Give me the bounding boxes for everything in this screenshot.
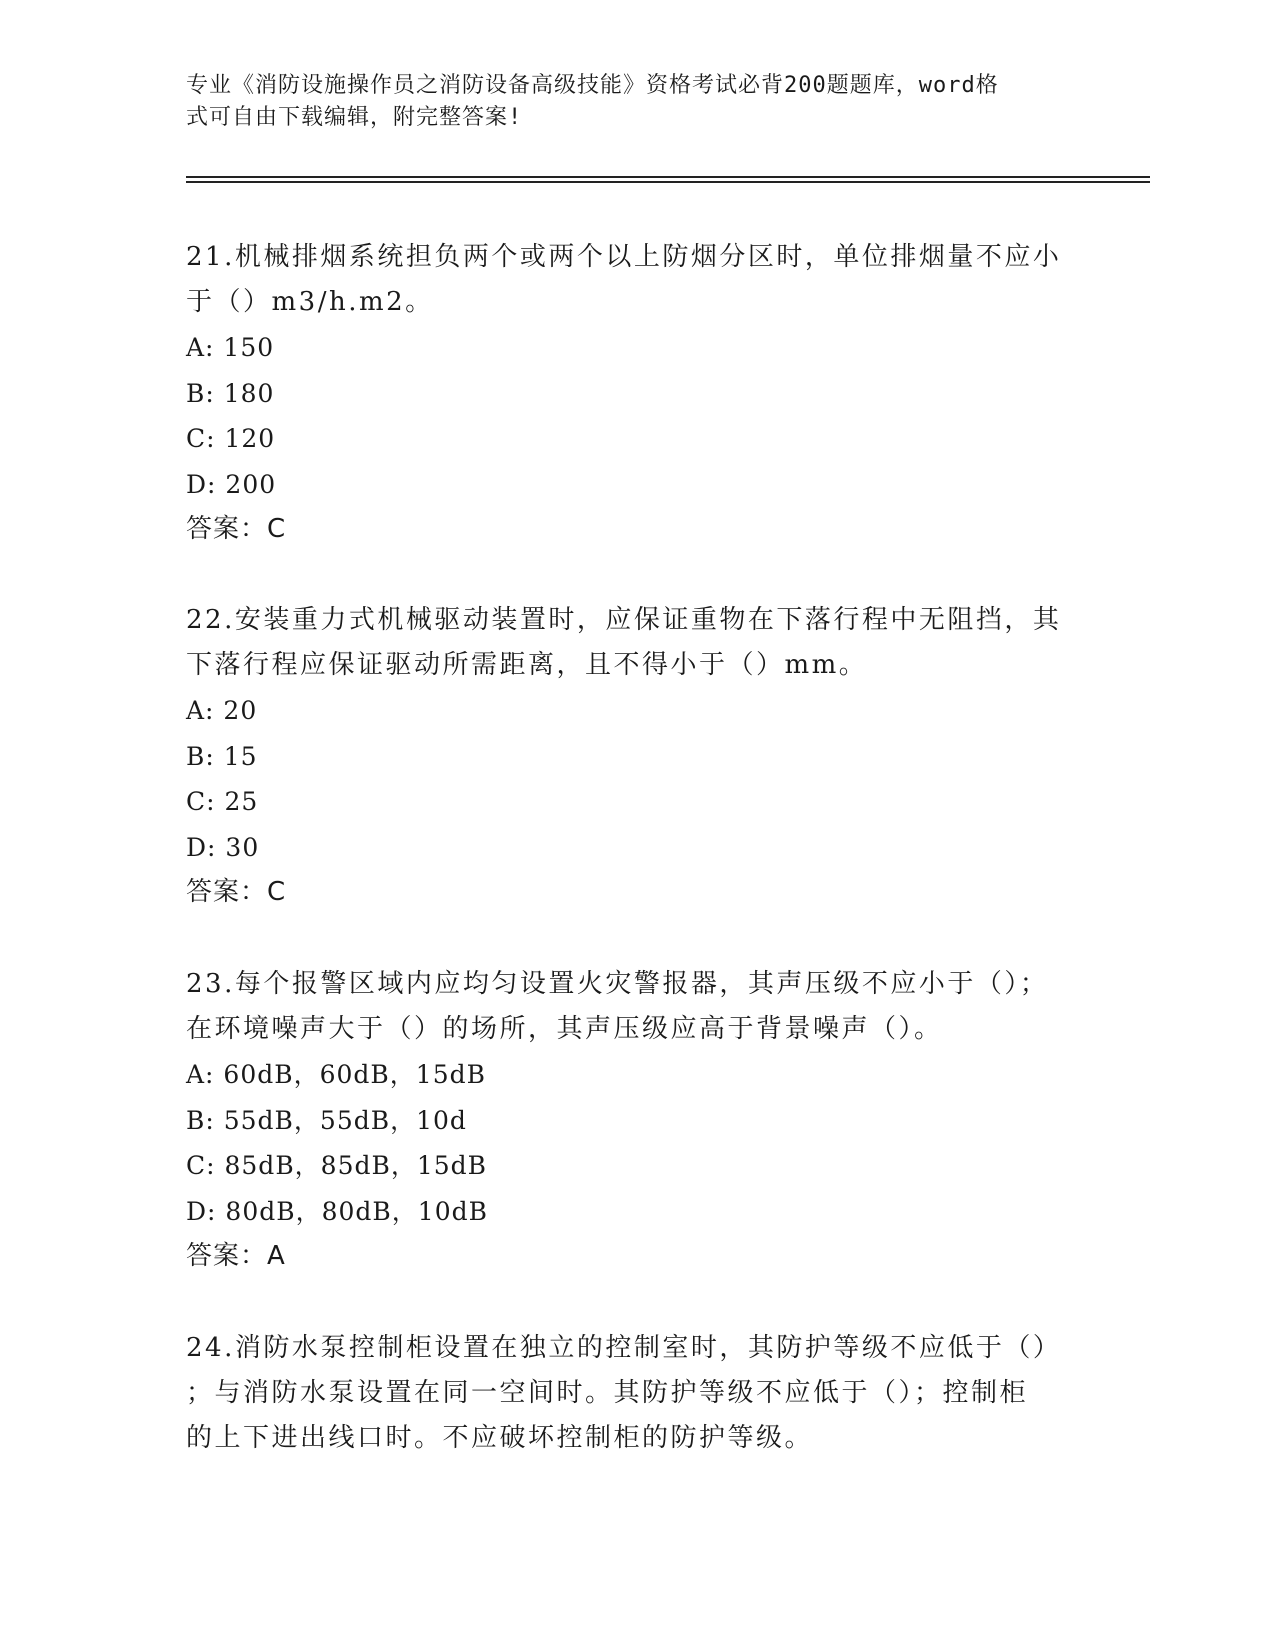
option-c: C: 25	[186, 787, 259, 816]
option-a: A: 150	[186, 333, 275, 362]
header-title-line-2: 式可自由下载编辑，附完整答案!	[186, 105, 523, 130]
question-24	[186, 1326, 1086, 1461]
question-stem-line: 下落行程应保证驱动所需距离，且不得小于（）mm。	[186, 650, 868, 680]
question-stem-line: 23.每个报警区域内应均匀设置火灾警报器，其声压级不应小于（）；	[186, 969, 1049, 999]
question-stem-line: 的上下进出线口时。不应破坏控制柜的防护等级。	[186, 1423, 814, 1453]
option-d: D: 80dB，80dB，10dB	[186, 1196, 488, 1226]
answer-label: 答案：A	[186, 1241, 286, 1271]
option-a: A: 20	[186, 696, 258, 725]
question-stem-line: 21.机械排烟系统担负两个或两个以上防烟分区时，单位排烟量不应小	[186, 242, 1062, 272]
question-stem-line: 24.消防水泵控制柜设置在独立的控制室时，其防护等级不应低于（）	[186, 1333, 1062, 1363]
option-b: B: 15	[186, 741, 258, 771]
answer-label: 答案：C	[186, 514, 287, 544]
option-b: B: 180	[186, 378, 275, 408]
question-21	[186, 235, 1086, 552]
header-title-line-1: 专业《消防设施操作员之消防设备高级技能》资格考试必背200题题库，word格	[186, 73, 999, 98]
option-d: D: 30	[186, 832, 260, 862]
question-stem-line: 22.安装重力式机械驱动装置时，应保证重物在下落行程中无阻挡，其	[186, 605, 1062, 635]
option-c: C: 85dB，85dB，15dB	[186, 1151, 488, 1180]
option-b: B: 55dB，55dB，10d	[186, 1105, 467, 1135]
option-d: D: 200	[186, 469, 277, 499]
question-stem-line: 在环境噪声大于（）的场所，其声压级应高于背景噪声（）。	[186, 1014, 943, 1044]
option-a: A: 60dB，60dB，15dB	[186, 1060, 486, 1089]
header-divider-top	[186, 176, 1150, 178]
question-stem-line: ；与消防水泵设置在同一空间时。其防护等级不应低于（）；控制柜	[186, 1378, 1029, 1408]
question-23	[186, 962, 1086, 1279]
question-stem-line: 于（）m3/h.m2。	[186, 287, 434, 317]
header-divider-bottom	[186, 181, 1150, 183]
option-c: C: 120	[186, 424, 276, 453]
document-header	[186, 70, 1066, 134]
question-22	[186, 598, 1086, 915]
answer-label: 答案：C	[186, 877, 287, 907]
